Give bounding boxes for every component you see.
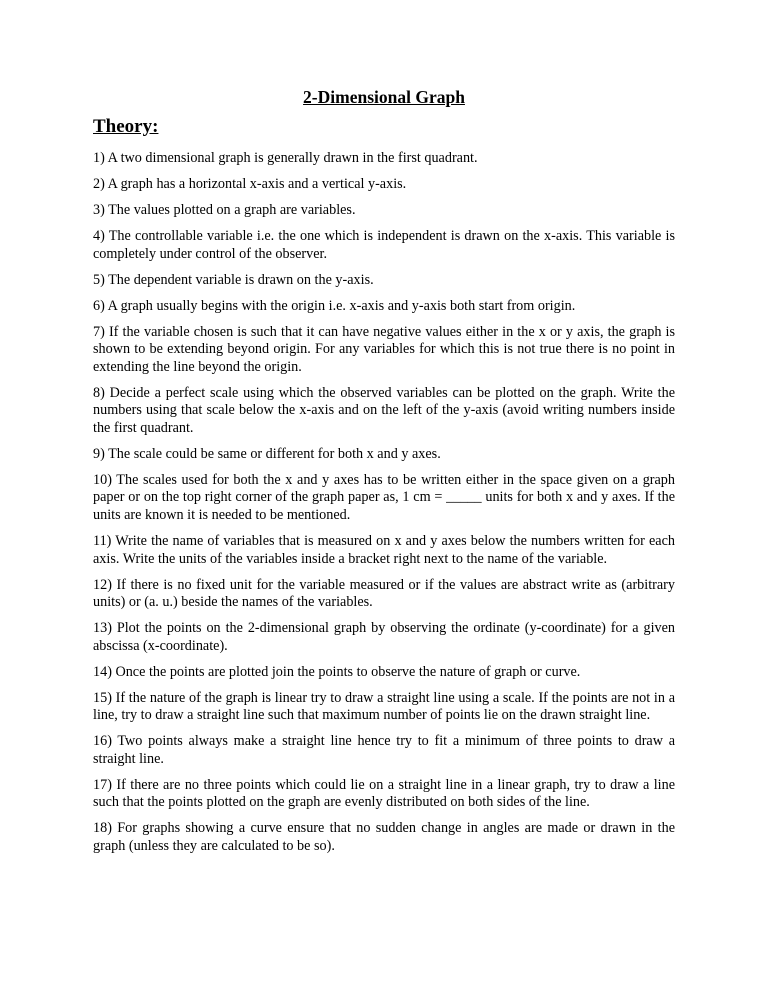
theory-point: 2) A graph has a horizontal x-axis and a vertical y-axis.: [93, 175, 407, 192]
theory-point: 8) Decide a perfect scale using which the observed variables can be plotted on the graph. Write the numbers using that scale below the x-axis and on the left of the y-axis (avoid writing numbers inside the first quadrant.: [93, 384, 675, 436]
theory-point: 5) The dependent variable is drawn on the y-axis.: [93, 271, 374, 288]
theory-point: 11) Write the name of variables that is measured on x and y axes below the numbers written for each axis. Write the units of the variables inside a bracket right next to the name of the variable.: [93, 533, 675, 567]
theory-point: 3) The values plotted on a graph are variables.: [93, 201, 356, 218]
theory-point: 9) The scale could be same or different for both x and y axes.: [93, 445, 441, 462]
theory-point: 16) Two points always make a straight line hence try to fit a minimum of three points to draw a straight line.: [93, 733, 675, 767]
theory-point: 4) The controllable variable i.e. the one which is independent is drawn on the x-axis. This variable is completely under control of the observer.: [93, 227, 675, 262]
theory-point: 6) A graph usually begins with the origin i.e. x-axis and y-axis both start from origin.: [93, 297, 576, 314]
theory-point: 1) A two dimensional graph is generally drawn in the first quadrant.: [93, 150, 478, 166]
theory-point: 7) If the variable chosen is such that it can have negative values either in the x or y axis, the graph is shown to be extending beyond origin. For any variables for which this is not true there is no point in extending the line beyond the origin.: [93, 323, 675, 375]
theory-points-list: [93, 150, 675, 864]
document-title: 2-Dimensional Graph: [303, 87, 465, 107]
section-heading-theory: Theory:: [93, 116, 159, 137]
theory-point: 13) Plot the points on the 2-dimensional graph by observing the ordinate (y-coordinate) for a given abscissa (x-coordinate).: [93, 620, 675, 654]
theory-point: 10) The scales used for both the x and y axes has to be written either in the space given on a graph paper or on the top right corner of the graph paper as, 1 cm = _____ units for both x and y axes. If the units are known it is needed to be mentioned.: [93, 471, 675, 524]
theory-point: 15) If the nature of the graph is linear try to draw a straight line using a scale. If the points are not in a line, try to draw a straight line such that maximum number of points lie on the drawn straight line.: [93, 689, 675, 724]
theory-point: 12) If there is no fixed unit for the variable measured or if the values are abstract write as (arbitrary units) or (a. u.) beside the names of the variables.: [93, 576, 675, 611]
theory-point: 14) Once the points are plotted join the points to observe the nature of graph or curve.: [93, 663, 581, 680]
theory-point: 18) For graphs showing a curve ensure that no sudden change in angles are made or drawn in the graph (unless they are calculated to be so).: [93, 820, 675, 855]
theory-point: 17) If there are no three points which could lie on a straight line in a linear graph, try to draw a line such that the points plotted on the graph are evenly distributed on both sides of the line.: [93, 776, 675, 811]
